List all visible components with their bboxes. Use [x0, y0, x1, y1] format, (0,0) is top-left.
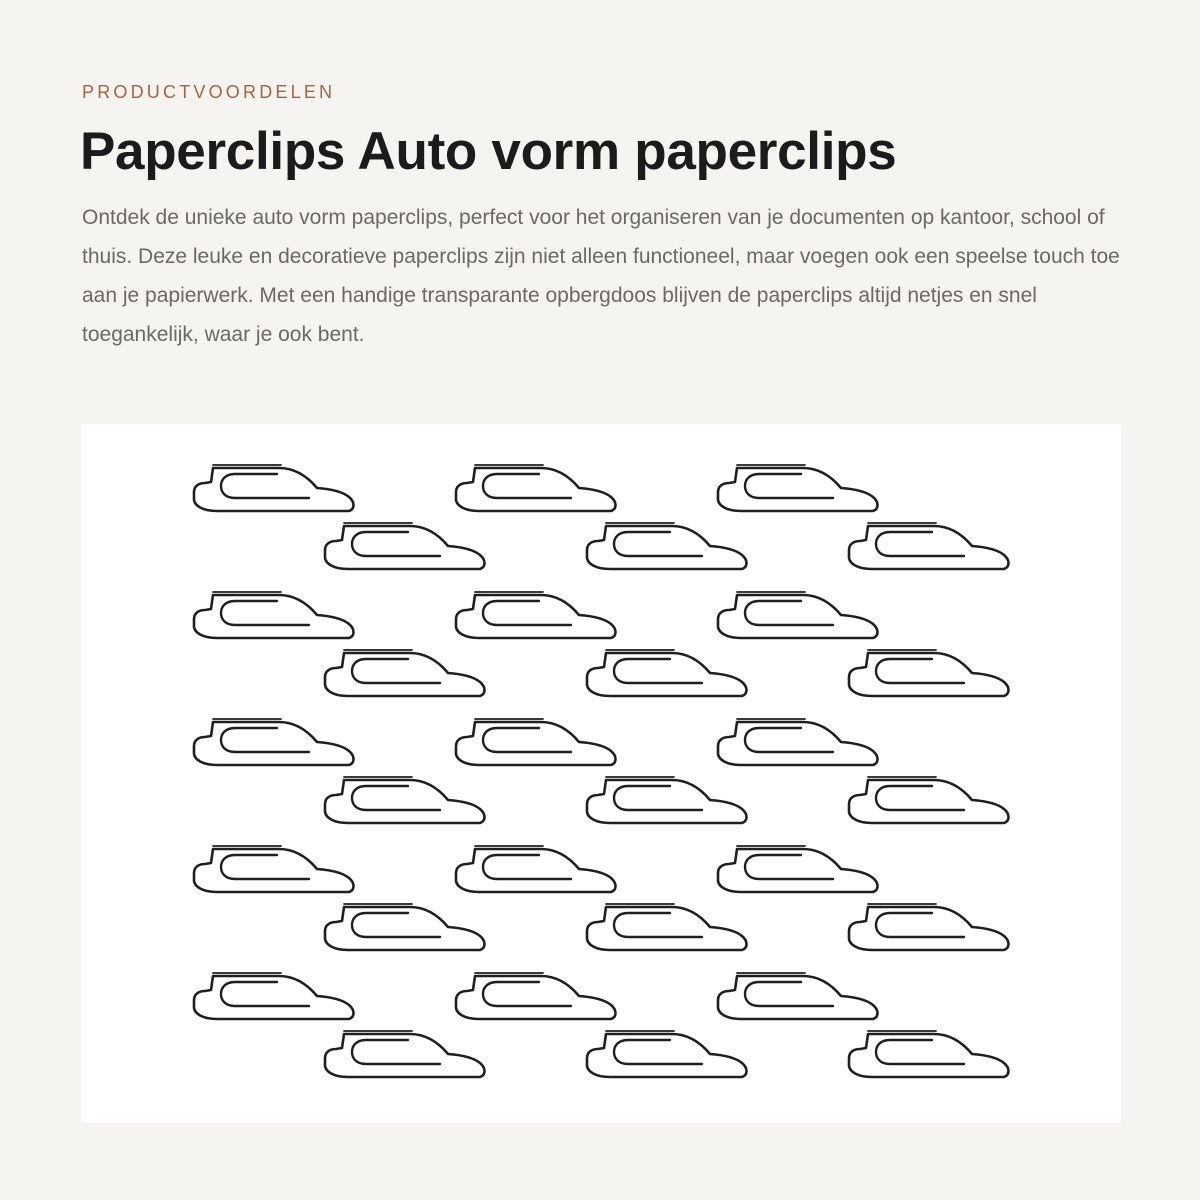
car-paperclip: [718, 846, 878, 892]
car-paperclip: [325, 777, 485, 823]
car-paperclip: [456, 465, 616, 511]
car-paperclip: [456, 719, 616, 765]
car-paperclip: [194, 719, 354, 765]
car-paperclip: [587, 650, 747, 696]
section-title: Paperclips Auto vorm paperclips: [80, 122, 897, 181]
car-paperclip: [849, 904, 1009, 950]
car-paperclip: [194, 973, 354, 1019]
car-paperclip: [194, 592, 354, 638]
car-paperclip: [718, 592, 878, 638]
car-paperclip: [718, 973, 878, 1019]
car-paperclip: [194, 465, 354, 511]
car-paperclip: [849, 650, 1009, 696]
car-paperclips-illustration: [81, 424, 1121, 1123]
car-paperclip: [456, 592, 616, 638]
car-paperclip: [587, 1031, 747, 1077]
car-paperclip: [325, 650, 485, 696]
car-paperclip: [194, 846, 354, 892]
car-paperclip: [325, 523, 485, 569]
car-paperclip: [718, 465, 878, 511]
car-paperclip: [325, 904, 485, 950]
car-paperclip: [456, 846, 616, 892]
car-paperclip: [849, 1031, 1009, 1077]
car-paperclip: [587, 904, 747, 950]
car-paperclip: [587, 777, 747, 823]
car-paperclip: [325, 1031, 485, 1077]
product-image: [81, 424, 1121, 1123]
section-description: Ontdek de unieke auto vorm paperclips, perfect voor het organiseren van je documenten op kantoor, school of thuis. Deze leuke en decoratieve paperclips zijn niet alleen functioneel, maar voegen ook een speelse touch toe aan je papierwerk. Met een handige transparante opbergdoos blijven de paperclips altijd netjes en snel toegankelijk, waar je ook bent.: [82, 206, 1120, 346]
car-paperclip: [718, 719, 878, 765]
car-paperclip: [849, 523, 1009, 569]
car-paperclip: [456, 973, 616, 1019]
section-eyebrow: PRODUCTVOORDELEN: [82, 82, 336, 102]
car-paperclip: [587, 523, 747, 569]
car-paperclip: [849, 777, 1009, 823]
